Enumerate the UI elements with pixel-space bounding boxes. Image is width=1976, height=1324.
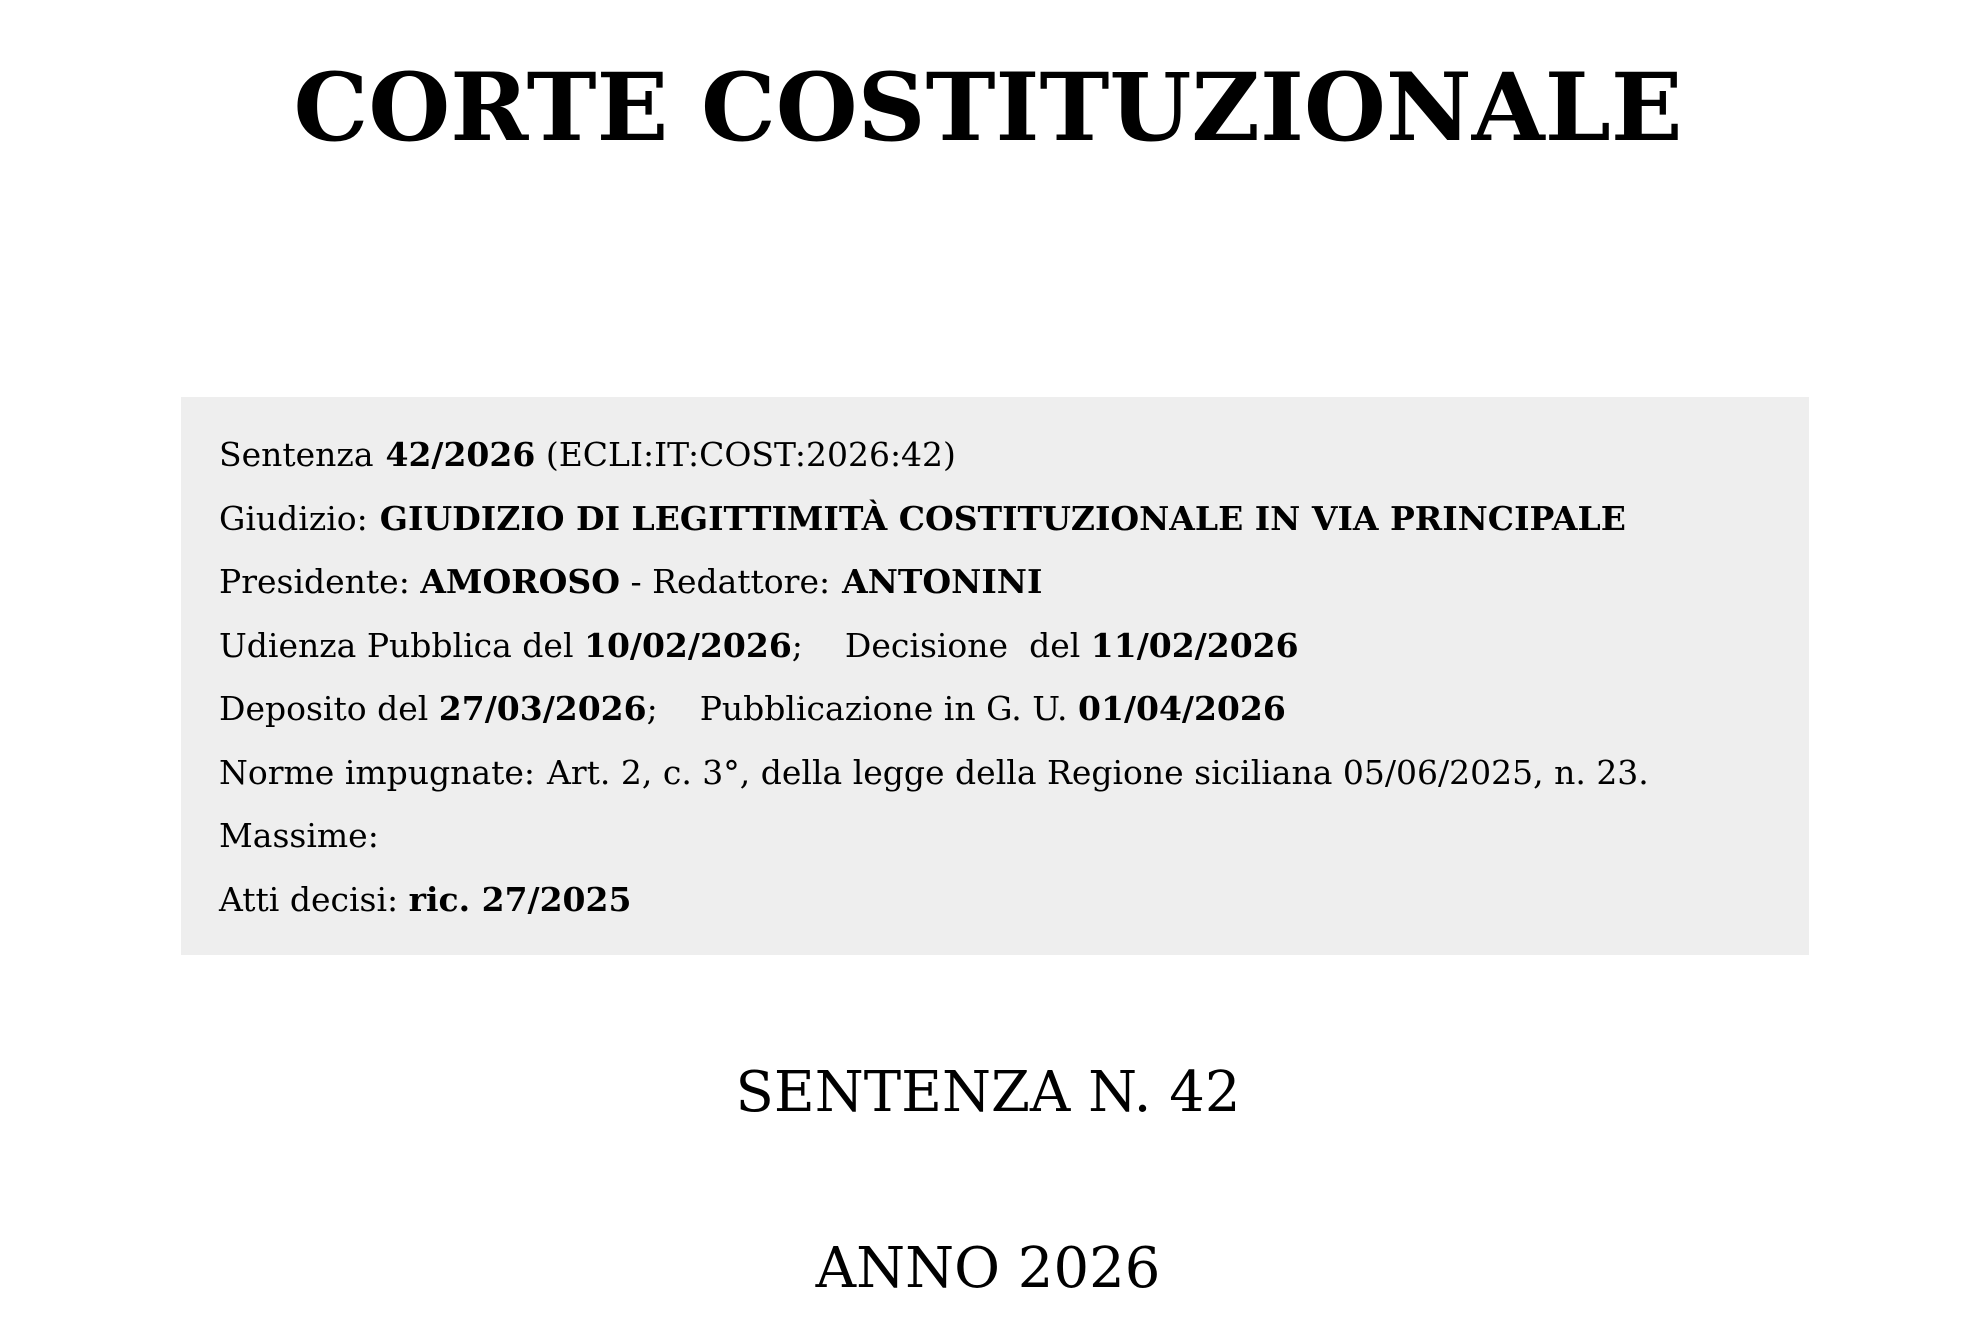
- anno-heading: ANNO 2026: [815, 1236, 1161, 1301]
- pubblicazione-date: 01/04/2026: [1078, 689, 1286, 728]
- massime-label: Massime:: [219, 816, 379, 855]
- atti-value: ric. 27/2025: [408, 879, 632, 919]
- udienza-date: 10/02/2026: [584, 625, 792, 665]
- pubblicazione-label: Pubblicazione in G. U.: [699, 689, 1068, 728]
- decisione-date: 11/02/2026: [1090, 625, 1299, 665]
- deposito-line: [219, 685, 1809, 749]
- atti-label: Atti decisi:: [219, 879, 399, 919]
- norme-value: Art. 2, c. 3°, della legge della Regione siciliana 05/06/2025, n. 23.: [547, 752, 1649, 792]
- decision-info-box: [181, 397, 1809, 955]
- giudizio-line: [219, 495, 1809, 559]
- deposito-label: Deposito del: [219, 689, 429, 728]
- atti-line: [219, 876, 1809, 940]
- norme-label: Norme impugnate:: [219, 752, 536, 792]
- giudizio-value: GIUDIZIO DI LEGITTIMITÀ COSTITUZIONALE IN VIA PRINCIPALE: [379, 498, 1626, 538]
- deposito-separator: ;: [646, 689, 658, 728]
- page-title: CORTE COSTITUZIONALE: [293, 53, 1683, 163]
- sentenza-heading: SENTENZA N. 42: [735, 1060, 1241, 1125]
- presidente-label: Presidente:: [219, 562, 410, 601]
- redattore-label: - Redattore:: [630, 562, 831, 601]
- giudizio-label: Giudizio:: [219, 498, 368, 538]
- sentenza-label: Sentenza: [219, 435, 374, 474]
- sentenza-line: [219, 431, 1809, 495]
- redattore-value: ANTONINI: [842, 562, 1043, 601]
- sentenza-number: 42/2026: [385, 435, 536, 474]
- presidente-value: AMOROSO: [420, 562, 620, 601]
- udienza-separator: ;: [791, 625, 803, 665]
- decisione-label: Decisione del: [844, 625, 1081, 665]
- presidente-line: [219, 558, 1809, 622]
- ecli-code: (ECLI:IT:COST:2026:42): [545, 435, 956, 474]
- norme-line: [219, 749, 1809, 813]
- udienza-line: [219, 622, 1809, 686]
- deposito-date: 27/03/2026: [438, 689, 647, 728]
- udienza-label: Udienza Pubblica del: [219, 625, 574, 665]
- massime-line: [219, 812, 1809, 876]
